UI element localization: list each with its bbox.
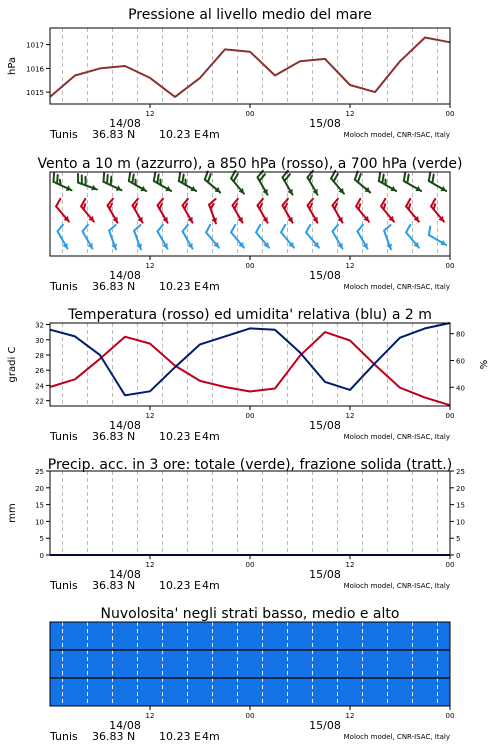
location-text: 10.23 E (159, 730, 201, 743)
y-tick-label: 24 (35, 382, 44, 391)
wind-barb-10-m (384, 225, 392, 249)
location-text: Tunis (50, 280, 78, 293)
y-right-tick-label: 80 (456, 330, 465, 339)
barb-feather (210, 204, 213, 208)
plot-frame (50, 471, 450, 555)
y-right-axis-label: % (479, 359, 490, 370)
plot-frame (50, 28, 450, 104)
y-right-tick-label: 0 (456, 552, 461, 560)
location-text: Tunis (50, 730, 78, 743)
y-tick-label: 5 (39, 535, 44, 544)
barb-feather (306, 225, 310, 232)
x-tick-label: 12 (345, 412, 355, 420)
y-axis-label: mm (7, 503, 18, 523)
y-tick-label: 15 (35, 501, 44, 510)
panel-title: Precip. acc. in 3 ore: totale (verde), frazione solida (tratt.) (47, 457, 453, 473)
barb-feather (206, 225, 210, 232)
model-credit: Moloch model, CNR-ISAC, Italy (343, 582, 450, 590)
x-tick-label: 12 (145, 110, 155, 118)
barb-feather (256, 225, 260, 232)
panel-title: Nuvolosita' negli strati basso, medio e alto (100, 606, 400, 622)
x-tick-label: 00 (245, 561, 255, 569)
location-text: 4m (202, 579, 220, 592)
pressure-panel (7, 7, 454, 141)
y-tick-label: 26 (35, 367, 44, 376)
x-tick-label: 12 (145, 561, 155, 569)
x-tick-label: 00 (445, 262, 455, 270)
barb-feather (382, 175, 383, 183)
barb-feather (205, 172, 208, 180)
y-tick-label: 30 (35, 336, 44, 345)
panel-title: Pressione al livello medio del mare (128, 7, 372, 23)
barb-feather (429, 227, 430, 235)
barb-feather (384, 204, 386, 209)
location-text: 36.83 N (92, 430, 136, 443)
location-text: 4m (202, 128, 220, 141)
date-label: 15/08 (309, 117, 341, 130)
y-right-tick-label: 10 (456, 518, 465, 527)
location-text: 36.83 N (92, 128, 136, 141)
x-tick-label: 00 (445, 561, 455, 569)
barb-feather (358, 174, 361, 182)
y-right-tick-label: 15 (456, 501, 465, 510)
model-credit: Moloch model, CNR-ISAC, Italy (343, 283, 450, 291)
date-label: 15/08 (309, 419, 341, 432)
barb-feather (285, 204, 287, 209)
x-tick-label: 12 (145, 262, 155, 270)
barb-feather (129, 173, 130, 181)
barb-feather (56, 199, 60, 206)
y-tick-label: 32 (35, 321, 44, 330)
barb-feather (429, 173, 430, 181)
location-text: 4m (202, 730, 220, 743)
x-tick-label: 12 (345, 561, 355, 569)
x-tick-label: 12 (345, 110, 355, 118)
date-label: 14/08 (109, 719, 141, 732)
date-label: 14/08 (109, 269, 141, 282)
barb-feather (208, 174, 211, 182)
date-label: 14/08 (109, 568, 141, 581)
barb-feather (103, 173, 104, 182)
x-tick-label: 00 (445, 110, 455, 118)
location-text: 10.23 E (159, 579, 201, 592)
wind-barb-850-hPa (209, 199, 217, 223)
y-tick-label: 1015 (26, 89, 44, 98)
barb-feather (182, 175, 183, 183)
barb-feather (379, 173, 380, 181)
x-tick-label: 00 (245, 412, 255, 420)
barb-feather (409, 204, 411, 209)
location-text: 36.83 N (92, 579, 136, 592)
barb-feather (231, 225, 235, 232)
barb-feather (179, 173, 180, 181)
barb-feather (434, 204, 436, 209)
x-tick-label: 12 (345, 712, 355, 720)
wind-barb-10-m (109, 225, 117, 249)
x-tick-label: 00 (245, 712, 255, 720)
barb-feather (407, 175, 408, 183)
y-right-tick-label: 25 (456, 468, 465, 476)
y-tick-label: 25 (35, 468, 44, 476)
barb-feather (84, 204, 86, 209)
panel-title: Vento a 10 m (azzurro), a 850 hPa (rosso), a 700 hPa (verde) (37, 156, 463, 172)
barb-feather (111, 177, 112, 186)
model-credit: Moloch model, CNR-ISAC, Italy (343, 433, 450, 441)
barb-feather (135, 204, 137, 209)
location-text: Tunis (50, 128, 78, 141)
temperature-humidity-panel (7, 307, 490, 443)
barb-feather (432, 175, 433, 183)
barb-feather (107, 175, 108, 184)
location-text: Tunis (50, 430, 78, 443)
barb-feather (260, 204, 262, 209)
barb-feather (110, 204, 112, 209)
model-credit: Moloch model, CNR-ISAC, Italy (343, 131, 450, 139)
barb-feather (359, 204, 361, 209)
y-right-tick-label: 20 (456, 484, 465, 493)
date-label: 15/08 (309, 719, 341, 732)
date-label: 15/08 (309, 568, 341, 581)
location-text: 4m (202, 430, 220, 443)
barb-feather (160, 204, 162, 209)
location-text: 4m (202, 280, 220, 293)
y-right-tick-label: 60 (456, 357, 465, 366)
x-tick-label: 00 (245, 110, 255, 118)
y-tick-label: 20 (35, 484, 44, 493)
barb-feather (185, 204, 187, 209)
y-tick-label: 1017 (26, 41, 44, 50)
y-tick-label: 10 (35, 518, 44, 527)
plot-frame (50, 323, 450, 406)
barb-feather (335, 204, 337, 209)
barb-feather (53, 173, 54, 182)
barb-feather (310, 204, 312, 209)
y-tick-label: 1016 (26, 65, 44, 74)
y-right-tick-label: 5 (456, 535, 461, 544)
x-tick-label: 00 (445, 412, 455, 420)
barb-feather (281, 225, 285, 232)
precipitation-panel (7, 457, 465, 592)
wind-panel (37, 156, 462, 293)
barb-feather (57, 175, 58, 184)
clouds-panel (49, 606, 454, 743)
location-text: 10.23 E (159, 128, 201, 141)
y-axis-label: gradi C (7, 346, 18, 383)
model-credit: Moloch model, CNR-ISAC, Italy (343, 733, 450, 741)
pressure-line (50, 38, 450, 97)
y-tick-label: 0 (39, 552, 44, 560)
humidity-line (50, 323, 450, 395)
location-text: 36.83 N (92, 280, 136, 293)
panel-title: Temperatura (rosso) ed umidita' relativa (blu) a 2 m (68, 307, 432, 323)
x-tick-label: 12 (145, 712, 155, 720)
barb-feather (355, 172, 358, 180)
date-label: 15/08 (309, 269, 341, 282)
temperature-line (50, 332, 450, 405)
location-text: 10.23 E (159, 280, 201, 293)
y-tick-label: 28 (35, 351, 44, 360)
barb-feather (154, 173, 155, 181)
y-right-tick-label: 40 (456, 384, 465, 393)
barb-feather (60, 180, 61, 185)
barb-feather (404, 173, 405, 181)
y-tick-label: 22 (35, 397, 44, 406)
barb-feather (157, 175, 158, 183)
barb-feather (406, 225, 410, 232)
date-label: 14/08 (109, 117, 141, 130)
y-axis-label: hPa (7, 56, 18, 76)
location-text: 10.23 E (159, 430, 201, 443)
location-text: Tunis (50, 579, 78, 592)
barb-feather (132, 175, 133, 183)
x-tick-label: 00 (445, 712, 455, 720)
wind-barb-10-m (134, 225, 142, 249)
x-tick-label: 12 (145, 412, 155, 420)
barb-feather (310, 176, 312, 181)
barb-feather (235, 204, 237, 209)
location-text: 36.83 N (92, 730, 136, 743)
x-tick-label: 12 (345, 262, 355, 270)
x-tick-label: 00 (245, 262, 255, 270)
date-label: 14/08 (109, 419, 141, 432)
